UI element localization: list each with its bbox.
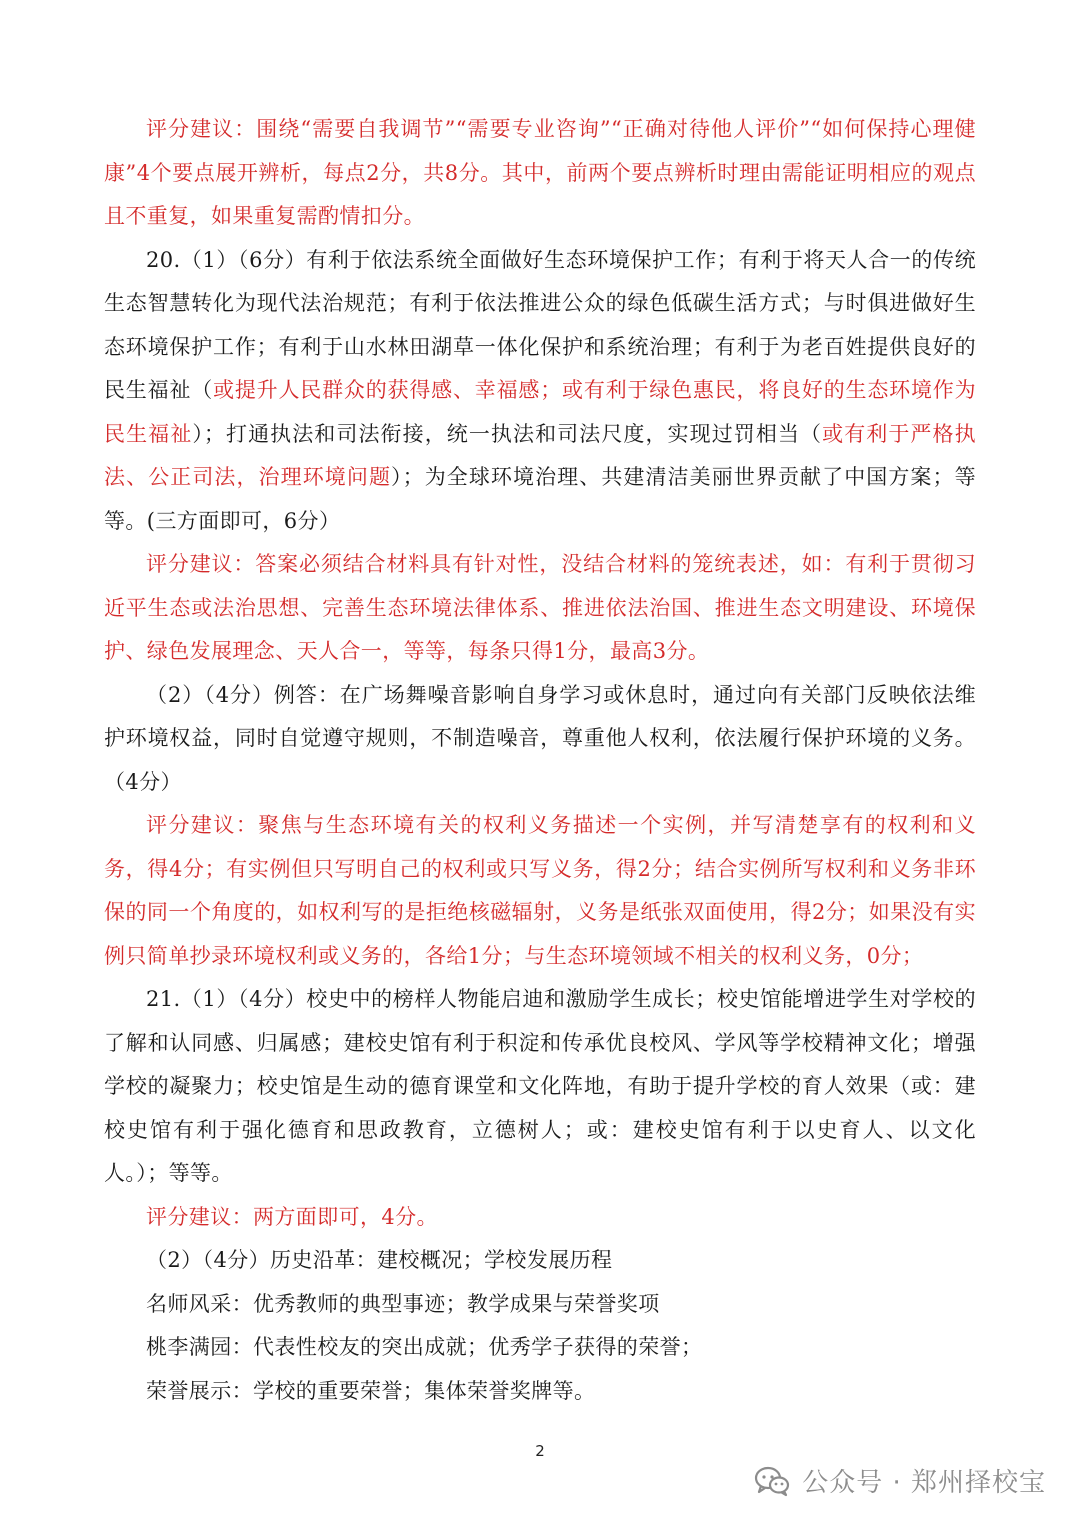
scoring-suggestion-19: 评分建议：围绕“需要自我调节”“需要专业咨询”“正确对待他人评价”“如何保持心理健康”4个要点展开辨析，每点2分，共8分。其中，前两个要点辨析时理由需能证明相应的观点且不重复，如果重复需酌情扣分。 [104,117,976,228]
answer-20-1-part-c: ）；为全球环境治理、共建清洁美丽世界贡献了中国方案；等等。(三方面即可，6分） [104,465,976,533]
answer-21-1: 21.（1）（4分）校史中的榜样人物能启迪和激励学生成长；校史馆能增进学生对学校的了解和认同感、归属感；建校史馆有利于积淀和传承优良校风、学风等学校精神文化；增强学校的凝聚力；校史馆是生动的德育课堂和文化阵地，有助于提升学校的育人效果（或：建校史馆有利于强化德育和思政教育，立德树人；或：建校史馆有利于以史育人、以文化人。）；等等。 [104,987,976,1185]
watermark [754,1462,1046,1499]
page-number: 2 [535,1442,545,1460]
watermark-text: 公众号 · 郑州择校宝 [802,1468,1046,1498]
scoring-suggestion-20-2: 评分建议：聚焦与生态环境有关的权利义务描述一个实例，并写清楚享有的权利和义务，得4分；有实例但只写明自己的权利或只写义务，得2分；结合实例所写权利和义务非环保的同一个角度的，如权利写的是拒绝核磁辐射，义务是纸张双面使用，得2分；如果没有实例只简单抄录环境权利或义务的，各给1分；与生态环境领域不相关的权利义务，0分； [104,813,976,968]
answer-21-2-history: （2）（4分）历史沿革：建校概况；学校发展历程 [146,1248,613,1272]
answer-21-2-honors: 荣誉展示：学校的重要荣誉；集体荣誉奖牌等。 [146,1378,596,1403]
scoring-suggestion-21-1: 评分建议：两方面即可，4分。 [146,1204,438,1229]
document-body [104,108,976,1413]
answer-21-2-alumni: 桃李满园：代表性校友的突出成就；优秀学子获得的荣誉； [146,1335,703,1359]
answer-20-1-part-a: 20.（1）（6分）有利于依法系统全面做好生态环境保护工作；有利于将天人合一的传统生态智慧转化为现代法治规范；有利于依法推进公众的绿色低碳生活方式；与时俱进做好生态环境保护工作；有利于山水林田湖草一体化保护和系统治理；有利于为老百姓提供良好的民生福祉（ [104,247,976,402]
scoring-suggestion-20-1: 评分建议：答案必须结合材料具有针对性，没结合材料的笼统表述，如：有利于贯彻习近平生态或法治思想、完善生态环境法律体系、推进依法治国、推进生态文明建设、环境保护、绿色发展理念、天人合一，等等，每条只得1分，最高3分。 [104,552,976,663]
answer-21-2-teachers: 名师风采：优秀教师的典型事迹；教学成果与荣誉奖项 [146,1291,660,1316]
wechat-icon [754,1465,790,1497]
answer-20-1 [104,239,976,544]
answer-20-1-alt-a: 或提升人民群众的获得感、幸福感；或有利于绿色惠民，将良好的生态环境作为民生福祉 [104,378,977,446]
answer-20-2: （2）（4分）例答：在广场舞噪音影响自身学习或休息时，通过向有关部门反映依法维护环境权益，同时自觉遵守规则，不制造噪音，尊重他人权利，依法履行保护环境的义务。（4分） [104,682,976,794]
answer-20-1-alt-b: 或有利于严格执法、公正司法，治理环境问题 [104,421,976,489]
answer-20-1-part-b: ）；打通执法和司法衔接，统一执法和司法尺度，实现过罚相当（ [192,421,823,446]
